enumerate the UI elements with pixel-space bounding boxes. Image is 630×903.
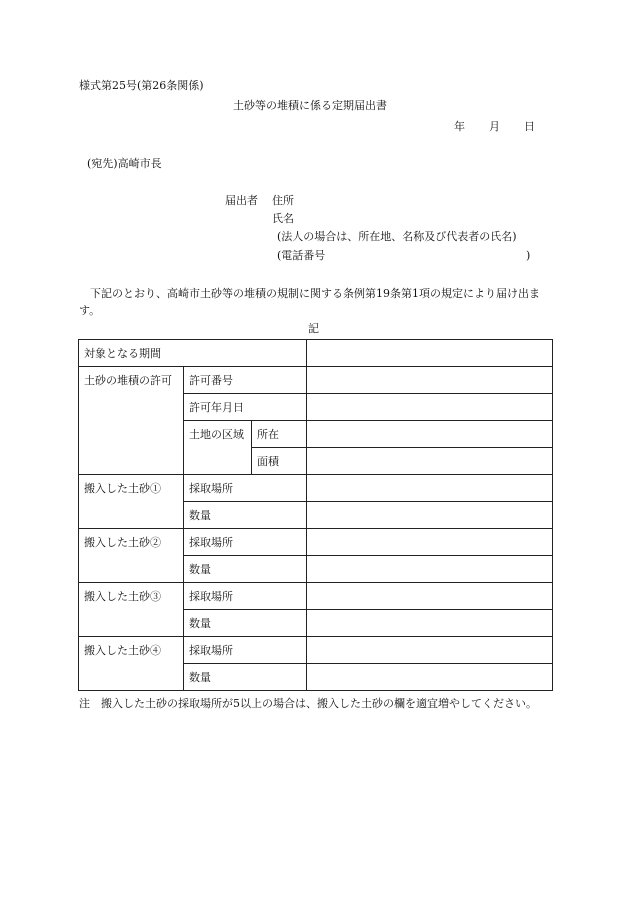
soil-2-label: 搬入した土砂②: [79, 529, 184, 583]
soil-2-quantity-value: [307, 556, 553, 583]
soil-3-quantity-label: 数量: [184, 610, 307, 637]
soil-1-source-value: [307, 475, 553, 502]
area-label: 面積: [252, 448, 307, 475]
date-year: 年: [454, 120, 465, 133]
soil-3-quantity-value: [307, 610, 553, 637]
permit-number-label: 許可番号: [184, 367, 307, 394]
soil-2-source-row: [79, 529, 553, 556]
notifier-phone-label: (電話番号: [277, 249, 326, 262]
notifier-label: 届出者: [225, 194, 258, 207]
report-table: [78, 339, 553, 691]
soil-4-source-value: [307, 637, 553, 664]
soil-3-source-row: [79, 583, 553, 610]
soil-2-source-value: [307, 529, 553, 556]
soil-4-source-row: [79, 637, 553, 664]
area-value: [307, 448, 553, 475]
soil-1-quantity-value: [307, 502, 553, 529]
notifier-name-label: 氏名: [272, 212, 294, 225]
ki-heading: 記: [308, 322, 319, 335]
footnote: 注 搬入した土砂の採取場所が5以上の場合は、搬入した土砂の欄を適宜増やしてください。: [79, 697, 537, 710]
soil-4-quantity-value: [307, 664, 553, 691]
permit-number-row: [79, 367, 553, 394]
date-month: 月: [489, 120, 500, 133]
soil-4-label: 搬入した土砂④: [79, 637, 184, 691]
intro-text: 下記のとおり、高崎市土砂等の堆積の規制に関する条例第19条第1項の規定により届け出ます。: [79, 287, 540, 317]
soil-4-quantity-label: 数量: [184, 664, 307, 691]
land-area-label: 土地の区域: [184, 421, 252, 475]
period-value: [307, 340, 553, 367]
notifier-phone-close: ): [526, 249, 531, 262]
period-row: [79, 340, 553, 367]
soil-1-source-row: [79, 475, 553, 502]
soil-1-label: 搬入した土砂①: [79, 475, 184, 529]
permit-date-value: [307, 394, 553, 421]
form-number: 様式第25号(第26条関係): [79, 79, 204, 92]
notifier-address-label: 住所: [272, 194, 294, 207]
soil-1-quantity-label: 数量: [184, 502, 307, 529]
addressee: (宛先)高崎市長: [87, 157, 162, 170]
intro-paragraph: [79, 285, 554, 319]
permit-date-label: 許可年月日: [184, 394, 307, 421]
soil-3-source-value: [307, 583, 553, 610]
location-value: [307, 421, 553, 448]
soil-2-source-label: 採取場所: [184, 529, 307, 556]
notifier-corporate-note: (法人の場合は、所在地、名称及び代表者の氏名): [277, 230, 517, 243]
date-day: 日: [524, 120, 535, 133]
soil-3-source-label: 採取場所: [184, 583, 307, 610]
location-label: 所在: [252, 421, 307, 448]
soil-3-label: 搬入した土砂③: [79, 583, 184, 637]
permit-number-value: [307, 367, 553, 394]
form-title: 土砂等の堆積に係る定期届出書: [233, 99, 387, 112]
soil-4-source-label: 採取場所: [184, 637, 307, 664]
permit-label: 土砂の堆積の許可: [79, 367, 184, 475]
soil-1-source-label: 採取場所: [184, 475, 307, 502]
soil-2-quantity-label: 数量: [184, 556, 307, 583]
period-label: 対象となる期間: [79, 340, 307, 367]
